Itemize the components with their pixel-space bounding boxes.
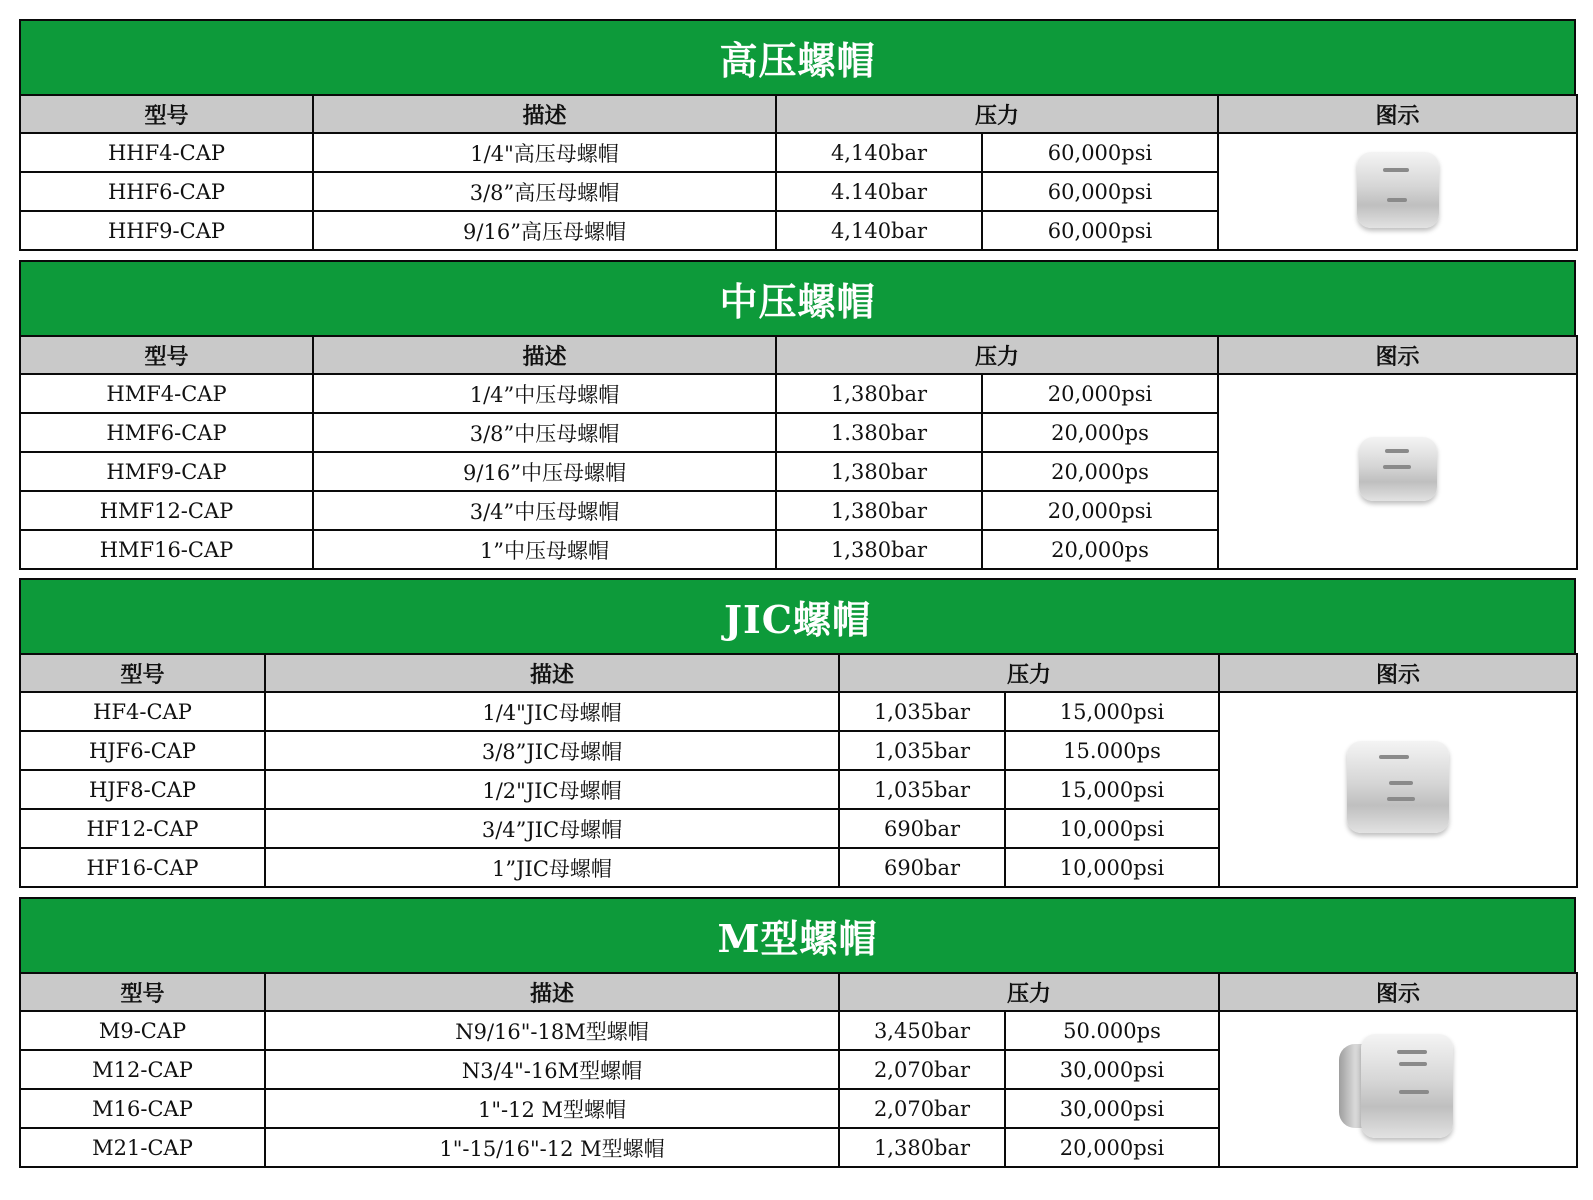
description-cell: 1/4”中压母螺帽 <box>313 374 776 413</box>
table-row <box>20 692 1577 731</box>
description-cell: 1”JIC母螺帽 <box>265 848 839 887</box>
pressure-psi-cell: 10,000psi <box>1005 848 1219 887</box>
model-cell: HMF9-CAP <box>20 452 313 491</box>
table-row <box>20 1011 1577 1050</box>
model-cell: M9-CAP <box>20 1011 265 1050</box>
model-cell: HMF16-CAP <box>20 530 313 569</box>
pressure-bar-cell: 3,450bar <box>839 1011 1005 1050</box>
model-cell: HJF6-CAP <box>20 731 265 770</box>
header-row <box>20 973 1577 1011</box>
description-cell: N3/4"-16M型螺帽 <box>265 1050 839 1089</box>
pressure-bar-cell: 1,035bar <box>839 692 1005 731</box>
header-model: 型号 <box>20 654 265 692</box>
section-high-pressure <box>19 19 1576 251</box>
description-cell: 1/4"JIC母螺帽 <box>265 692 839 731</box>
pressure-bar-cell: 1,380bar <box>839 1128 1005 1167</box>
pressure-bar-cell: 1,380bar <box>776 491 982 530</box>
pressure-psi-cell: 20,000psi <box>1005 1128 1219 1167</box>
header-image: 图示 <box>1219 654 1577 692</box>
pressure-bar-cell: 1,380bar <box>776 530 982 569</box>
pressure-psi-cell: 20,000ps <box>982 530 1218 569</box>
description-cell: 1/2"JIC母螺帽 <box>265 770 839 809</box>
section-title: 中压螺帽 <box>19 260 1576 335</box>
description-cell: 9/16”中压母螺帽 <box>313 452 776 491</box>
pressure-bar-cell: 4,140bar <box>776 133 982 172</box>
section-title: M型螺帽 <box>19 897 1576 972</box>
pressure-psi-cell: 20,000ps <box>982 452 1218 491</box>
section-jic <box>19 578 1576 888</box>
pressure-psi-cell: 15.000ps <box>1005 731 1219 770</box>
pressure-psi-cell: 15,000psi <box>1005 770 1219 809</box>
description-cell: 1/4"高压母螺帽 <box>313 133 776 172</box>
model-cell: HHF4-CAP <box>20 133 313 172</box>
pressure-psi-cell: 30,000psi <box>1005 1050 1219 1089</box>
hex-cap-photo <box>1343 735 1453 839</box>
header-model: 型号 <box>20 336 313 374</box>
spec-table <box>19 94 1578 251</box>
header-description: 描述 <box>265 973 839 1011</box>
section-medium-pressure <box>19 260 1576 570</box>
header-row <box>20 95 1577 133</box>
pressure-bar-cell: 2,070bar <box>839 1050 1005 1089</box>
pressure-bar-cell: 1,035bar <box>839 731 1005 770</box>
pressure-bar-cell: 4.140bar <box>776 172 982 211</box>
pressure-psi-cell: 60,000psi <box>982 133 1218 172</box>
header-image: 图示 <box>1218 336 1577 374</box>
pressure-psi-cell: 20,000psi <box>982 374 1218 413</box>
header-pressure: 压力 <box>839 654 1219 692</box>
pressure-psi-cell: 50.000ps <box>1005 1011 1219 1050</box>
pressure-bar-cell: 690bar <box>839 848 1005 887</box>
model-cell: M21-CAP <box>20 1128 265 1167</box>
model-cell: HMF12-CAP <box>20 491 313 530</box>
header-pressure: 压力 <box>776 336 1218 374</box>
hex-cap-photo <box>1353 146 1443 232</box>
hex-cap-photo <box>1353 429 1443 509</box>
model-cell: M16-CAP <box>20 1089 265 1128</box>
pressure-bar-cell: 690bar <box>839 809 1005 848</box>
hex-cap-photo <box>1339 1028 1457 1146</box>
model-cell: HHF6-CAP <box>20 172 313 211</box>
description-cell: N9/16"-18M型螺帽 <box>265 1011 839 1050</box>
pressure-psi-cell: 10,000psi <box>1005 809 1219 848</box>
description-cell: 9/16”高压母螺帽 <box>313 211 776 250</box>
spec-table <box>19 972 1578 1168</box>
header-row <box>20 654 1577 692</box>
model-cell: HJF8-CAP <box>20 770 265 809</box>
pressure-psi-cell: 20,000psi <box>982 491 1218 530</box>
image-cell <box>1218 374 1577 569</box>
image-cell <box>1219 1011 1577 1167</box>
image-cell <box>1219 692 1577 887</box>
pressure-psi-cell: 15,000psi <box>1005 692 1219 731</box>
section-title: 高压螺帽 <box>19 19 1576 94</box>
model-cell: HF16-CAP <box>20 848 265 887</box>
pressure-bar-cell: 1,035bar <box>839 770 1005 809</box>
description-cell: 3/8”中压母螺帽 <box>313 413 776 452</box>
section-title: JIC螺帽 <box>19 578 1576 653</box>
model-cell: HMF4-CAP <box>20 374 313 413</box>
pressure-bar-cell: 1,380bar <box>776 374 982 413</box>
image-cell <box>1218 133 1577 250</box>
model-cell: HF12-CAP <box>20 809 265 848</box>
pressure-psi-cell: 60,000psi <box>982 211 1218 250</box>
pressure-bar-cell: 4,140bar <box>776 211 982 250</box>
header-image: 图示 <box>1219 973 1577 1011</box>
description-cell: 3/4”JIC母螺帽 <box>265 809 839 848</box>
pressure-psi-cell: 20,000ps <box>982 413 1218 452</box>
pressure-psi-cell: 30,000psi <box>1005 1089 1219 1128</box>
table-row <box>20 133 1577 172</box>
spec-table <box>19 653 1578 888</box>
pressure-psi-cell: 60,000psi <box>982 172 1218 211</box>
spec-table <box>19 335 1578 570</box>
header-pressure: 压力 <box>839 973 1219 1011</box>
header-model: 型号 <box>20 973 265 1011</box>
description-cell: 1"-15/16"-12 M型螺帽 <box>265 1128 839 1167</box>
pressure-bar-cell: 2,070bar <box>839 1089 1005 1128</box>
description-cell: 1"-12 M型螺帽 <box>265 1089 839 1128</box>
header-model: 型号 <box>20 95 313 133</box>
pressure-bar-cell: 1,380bar <box>776 452 982 491</box>
description-cell: 3/8”JIC母螺帽 <box>265 731 839 770</box>
description-cell: 3/8”高压母螺帽 <box>313 172 776 211</box>
header-pressure: 压力 <box>776 95 1218 133</box>
table-row <box>20 374 1577 413</box>
section-m-type <box>19 897 1576 1168</box>
pressure-bar-cell: 1.380bar <box>776 413 982 452</box>
header-description: 描述 <box>313 336 776 374</box>
header-description: 描述 <box>313 95 776 133</box>
model-cell: HHF9-CAP <box>20 211 313 250</box>
model-cell: HMF6-CAP <box>20 413 313 452</box>
model-cell: HF4-CAP <box>20 692 265 731</box>
header-description: 描述 <box>265 654 839 692</box>
description-cell: 3/4”中压母螺帽 <box>313 491 776 530</box>
header-image: 图示 <box>1218 95 1577 133</box>
header-row <box>20 336 1577 374</box>
model-cell: M12-CAP <box>20 1050 265 1089</box>
description-cell: 1”中压母螺帽 <box>313 530 776 569</box>
